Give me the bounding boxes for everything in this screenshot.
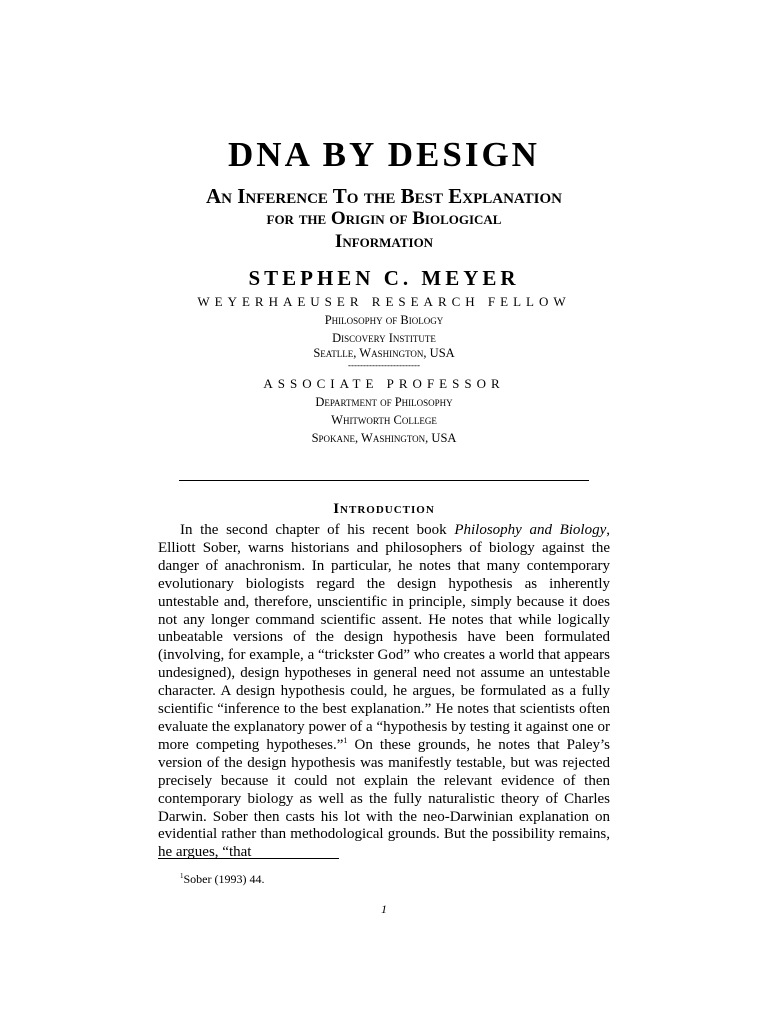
- subtitle-line-3: Information: [334, 231, 434, 252]
- body-paragraph: [158, 522, 610, 862]
- professor-department: Department of Philosophy: [315, 395, 453, 409]
- footnote: [180, 872, 265, 887]
- header-divider: [179, 480, 589, 481]
- paper-title: DNA BY DESIGN: [228, 135, 540, 174]
- footnote-marker: 1: [180, 872, 184, 880]
- fellow-title: WEYERHAEUSER RESEARCH FELLOW: [197, 294, 571, 309]
- fellow-location: Seatlle, Washington, USA: [313, 346, 455, 360]
- professor-organization: Whitworth College: [331, 413, 437, 427]
- author-name: STEPHEN C. MEYER: [248, 266, 520, 290]
- section-heading: Introduction: [333, 501, 435, 517]
- professor-location: Spokane, Washington, USA: [311, 431, 457, 445]
- footnote-divider: [158, 858, 339, 859]
- body-text-part-1: In the second chapter of his recent book: [180, 522, 455, 538]
- fellow-department: Philosophy of Biology: [324, 313, 444, 327]
- book-title: Philosophy and Biology: [454, 522, 607, 538]
- body-text-part-3: On these grounds, he notes that Paley’s version of the design hypothesis was manifestly testable, but was rejected precisely because it could not explain the relevant evidence of then contemporary biology as well as the fully naturalistic theory of Charles Darwin. Sober then casts his lot with the neo-Darwinian explanation on evidential rather than methodological grounds. But the possibility remains, he argues, “that: [158, 736, 610, 861]
- footnote-reference[interactable]: 1: [343, 735, 348, 745]
- page-number: 1: [381, 902, 387, 916]
- fellow-organization: Discovery Institute: [332, 331, 436, 345]
- subtitle-line-1: An Inference To the Best Explanation: [206, 184, 562, 208]
- body-text-part-2: , Elliott Sober, warns historians and philosophers of biology against the danger of anachronism. In particular, he notes that many contemporary evolutionary biologists regard the design hypothesis as inherently untestable and, therefore, unscientific in principle, simply because it does not any longer command scientific assent. He notes that while logically unbeatable versions of the design hypothesis have been formulated (involving, for example, a “trickster God” who creates a world that appears undesigned), design hypotheses in general need not assume an untestable character. A design hypothesis could, he argues, be formulated as a fully scientific “inference to the best explanation.” He notes that scientists often evaluate the explanatory power of a “hypothesis by testing it against one or more competing hypotheses.”: [158, 522, 610, 753]
- footnote-text: Sober (1993) 44.: [183, 872, 265, 886]
- subtitle-line-2: for the Origin of Biological: [266, 208, 502, 229]
- professor-title: ASSOCIATE PROFESSOR: [263, 376, 505, 391]
- body-paragraph-container: [158, 522, 610, 862]
- affiliation-separator: ------------------------: [348, 360, 420, 370]
